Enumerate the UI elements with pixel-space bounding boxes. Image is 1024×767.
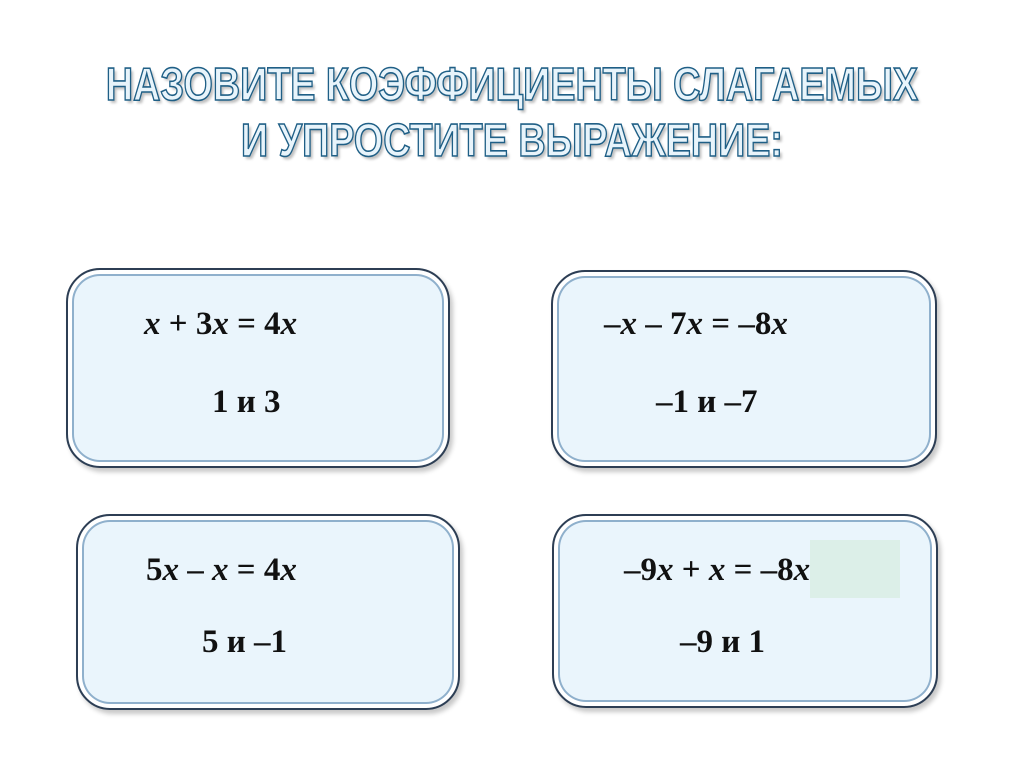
card-3-equation: 5x – x = 4x [146,552,297,588]
title-line-1: НАЗОВИТЕ КОЭФФИЦИЕНТЫ СЛАГАЕМЫХ [105,58,919,110]
card-1-coefficients: 1 и 3 [212,384,281,420]
card-3-coefficients: 5 и –1 [202,624,288,660]
card-2-coefficients: –1 и –7 [656,384,758,420]
card-4-coefficients: –9 и 1 [680,624,766,660]
card-3 [76,514,460,710]
title-line-2: И УПРОСТИТЕ ВЫРАЖЕНИЕ: [241,114,783,166]
card-4-equation: –9x + x = –8x [624,552,811,588]
card-2-equation: –x – 7x = –8x [604,306,788,342]
card-2 [551,270,937,468]
answer-highlight [810,540,900,598]
card-1-equation: x + 3x = 4x [144,306,298,342]
card-1 [66,268,450,468]
